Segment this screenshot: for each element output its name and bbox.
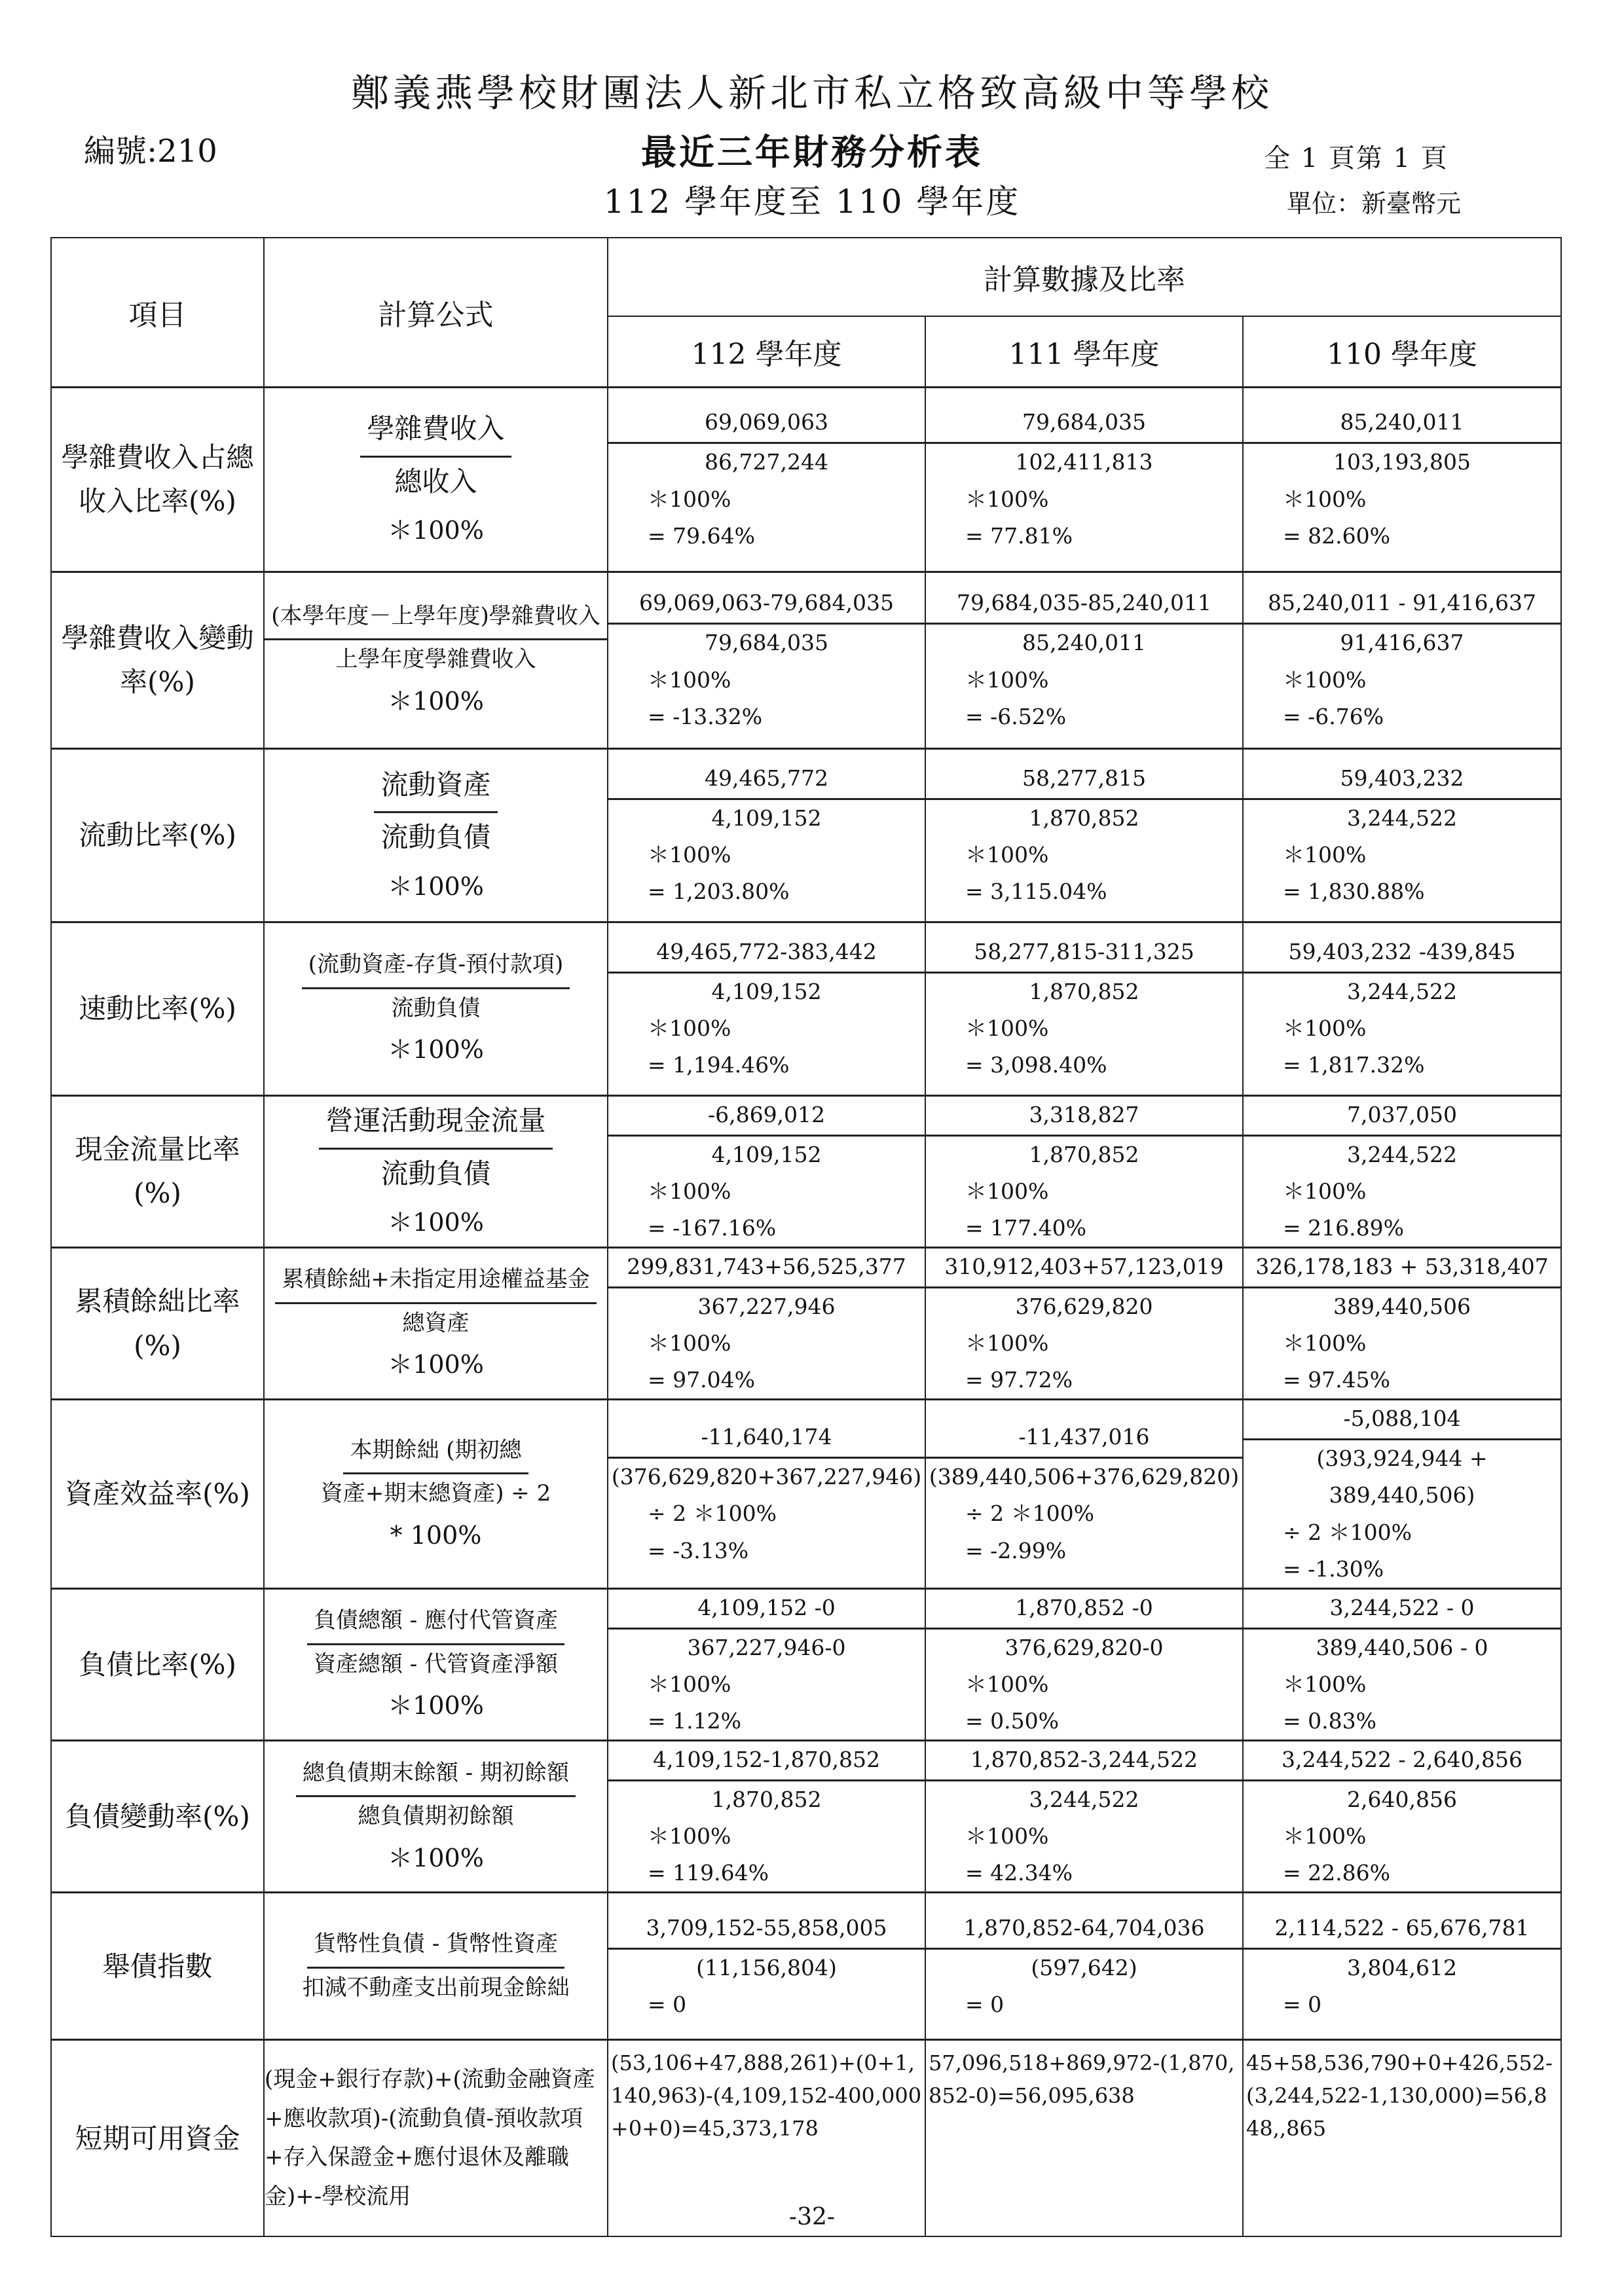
calc-denominator: 91,416,637 <box>1340 630 1464 656</box>
calc-result: = 82.60% <box>1283 522 1390 549</box>
calc-denominator: 389,440,506 <box>1333 1293 1471 1319</box>
row-item: 舉債指數 <box>51 1893 264 2040</box>
calc-denominator: 85,240,011 <box>1022 630 1146 656</box>
calc-cell <box>608 1893 925 2040</box>
calc-cell <box>1243 1588 1561 1740</box>
document-number: 編號:210 <box>84 133 217 170</box>
calc-result: = 0 <box>1283 1992 1322 2018</box>
formula-multiplier: ＊100% <box>388 1208 484 1237</box>
calc-result: = 42.34% <box>965 1860 1073 1886</box>
calc-numerator: 49,465,772-383,442 <box>608 934 925 974</box>
calc-multiplier: ＊100% <box>965 1015 1049 1041</box>
calc-multiplier: ＊100% <box>965 1671 1049 1697</box>
table-row <box>51 1247 1561 1399</box>
calc-multiplier: ＊100% <box>1283 1015 1367 1041</box>
calc-cell <box>1243 1095 1561 1247</box>
calc-cell <box>925 1588 1243 1740</box>
calc-numerator: 49,465,772 <box>608 760 925 800</box>
calc-multiplier: ＊100% <box>1283 486 1367 512</box>
calc-cell <box>608 922 925 1095</box>
formula-multiplier: ＊100% <box>388 871 484 901</box>
row-item: 學雜費收入占總收入比率(%) <box>51 387 264 572</box>
calc-numerator: 1,870,852-64,704,036 <box>926 1910 1242 1950</box>
row-formula <box>264 922 608 1095</box>
calc-numerator: -6,869,012 <box>608 1097 925 1137</box>
calc-denominator: (393,924,944 + 389,440,506) <box>1316 1446 1488 1508</box>
calc-multiplier: ÷ 2 ＊100% <box>965 1501 1094 1527</box>
calc-numerator: -11,640,174 <box>608 1419 925 1459</box>
calc-denominator: 3,244,522 <box>1347 805 1457 831</box>
calc-multiplier: ÷ 2 ＊100% <box>1283 1519 1412 1545</box>
formula-denominator: 總負債期初餘額 <box>358 1803 514 1830</box>
calc-denominator: 1,870,852 <box>711 1787 822 1813</box>
row-item: 資產效益率(%) <box>51 1400 264 1588</box>
row-item: 負債變動率(%) <box>51 1741 264 1893</box>
formula-numerator: 學雜費收入 <box>360 405 511 458</box>
table-row <box>51 1400 1561 1588</box>
calc-numerator: 69,069,063 <box>608 404 925 444</box>
calc-cell <box>925 922 1243 1095</box>
calc-cell <box>608 387 925 572</box>
calc-cell <box>1243 572 1561 748</box>
calc-numerator: 3,244,522 - 2,640,856 <box>1244 1741 1560 1781</box>
calc-cell <box>925 1095 1243 1247</box>
calc-numerator: 59,403,232 <box>1244 760 1560 800</box>
formula-multiplier: * 100% <box>390 1520 482 1550</box>
calc-result: = -167.16% <box>648 1214 777 1241</box>
table-row <box>51 1095 1561 1247</box>
calc-numerator: 3,244,522 - 0 <box>1244 1590 1560 1630</box>
row-formula <box>264 1588 608 1740</box>
calc-multiplier: ＊100% <box>648 1823 731 1850</box>
calc-result: = 1,203.80% <box>648 879 790 905</box>
calc-cell <box>1243 1247 1561 1399</box>
calc-numerator: 1,870,852-3,244,522 <box>926 1741 1242 1781</box>
calc-numerator: 58,277,815-311,325 <box>926 934 1242 974</box>
calc-numerator: 7,037,050 <box>1244 1097 1560 1137</box>
table-row <box>51 387 1561 572</box>
calc-denominator: 376,629,820-0 <box>1005 1634 1164 1660</box>
row-item: 學雜費收入變動率(%) <box>51 572 264 748</box>
header-row <box>51 238 1561 316</box>
formula-multiplier: ＊100% <box>388 516 484 545</box>
row-formula <box>264 748 608 922</box>
currency-unit: 單位：新臺幣元 <box>1287 189 1462 218</box>
calc-denominator: 103,193,805 <box>1333 449 1471 475</box>
calc-denominator: 79,684,035 <box>705 630 828 656</box>
table-row <box>51 748 1561 922</box>
calc-result: = 1,830.88% <box>1283 879 1425 905</box>
calc-numerator: 3,709,152-55,858,005 <box>608 1910 925 1950</box>
calc-cell <box>608 1400 925 1588</box>
calc-result: = -3.13% <box>648 1537 749 1563</box>
calc-denominator: 4,109,152 <box>711 805 822 831</box>
calc-multiplier: ＊100% <box>965 486 1049 512</box>
calc-denominator: (11,156,804) <box>696 1954 837 1980</box>
calc-numerator: 58,277,815 <box>926 760 1242 800</box>
calc-cell <box>1243 922 1561 1095</box>
calc-result: = 3,098.40% <box>965 1052 1107 1078</box>
calc-denominator: 3,804,612 <box>1347 1954 1457 1980</box>
row-item: 短期可用資金 <box>51 2040 264 2236</box>
calc-result: = 0.83% <box>1283 1708 1376 1734</box>
calc-multiplier: ＊100% <box>1283 1178 1367 1204</box>
calc-result: = 1.12% <box>648 1708 741 1734</box>
formula-numerator: 營運活動現金流量 <box>319 1097 552 1150</box>
calc-denominator: (389,440,506+376,629,820) <box>929 1464 1240 1490</box>
formula-numerator: 負債總額 - 應付代管資產 <box>307 1601 564 1645</box>
calc-cell <box>608 1095 925 1247</box>
calc-numerator: 3,318,827 <box>926 1097 1242 1137</box>
calc-result: = 216.89% <box>1283 1214 1404 1241</box>
formula-numerator: (本學年度－上學年度)學雜費收入 <box>265 597 607 641</box>
calc-result: = 77.81% <box>965 522 1073 549</box>
calc-multiplier: ＊100% <box>1283 1330 1367 1357</box>
page-number: -32- <box>788 2204 836 2231</box>
calc-denominator: 376,629,820 <box>1015 1293 1153 1319</box>
calc-denominator: (376,629,820+367,227,946) <box>611 1464 922 1490</box>
row-formula <box>264 1247 608 1399</box>
formula-numerator: (流動資產-存貨-預付款項) <box>302 945 570 989</box>
calc-multiplier: ＊100% <box>648 1015 731 1041</box>
calc-result: = 3,115.04% <box>965 879 1107 905</box>
calc-result: = -6.52% <box>965 703 1067 729</box>
calc-numerator: -5,088,104 <box>1244 1400 1560 1440</box>
calc-numerator: 59,403,232 -439,845 <box>1244 934 1560 974</box>
calc-expression: 57,096,518+869,972-(1,870,852-0)=56,095,638 <box>929 2050 1235 2109</box>
formula-numerator: 累積餘絀+未指定用途權益基金 <box>275 1260 597 1304</box>
formula-denominator: 流動負債 <box>391 994 481 1021</box>
row-item: 現金流量比率(%) <box>51 1095 264 1247</box>
calc-cell <box>1243 1741 1561 1893</box>
year-range: 112 學年度至 110 學年度 <box>603 183 1021 221</box>
page-info: 全 1 頁第 1 頁 <box>1264 143 1449 173</box>
formula-numerator: 流動資產 <box>374 761 497 814</box>
formula-denominator: 扣減不動產支出前現金餘絀 <box>302 1974 570 2001</box>
calc-denominator: 367,227,946 <box>697 1293 836 1319</box>
calc-denominator: 389,440,506 - 0 <box>1316 1634 1488 1660</box>
calc-numerator: 4,109,152 -0 <box>608 1590 925 1630</box>
row-formula <box>264 1893 608 2040</box>
calc-result: = 0 <box>648 1992 687 2018</box>
calc-numerator: -11,437,016 <box>926 1419 1242 1459</box>
formula-numerator: 本期餘絀 (期初總 <box>343 1431 528 1475</box>
calc-multiplier: ＊100% <box>1283 842 1367 867</box>
table-row <box>51 1588 1561 1740</box>
calc-result: = 1,817.32% <box>1283 1052 1425 1078</box>
calc-numerator: 79,684,035 <box>926 404 1242 444</box>
calc-numerator: 1,870,852 -0 <box>926 1590 1242 1630</box>
formula-multiplier: ＊100% <box>388 1691 484 1721</box>
formula-denominator: 總收入 <box>394 465 477 498</box>
formula-denominator: 資產總額 - 代管資產淨額 <box>313 1650 559 1677</box>
formula-denominator: 總資產 <box>402 1309 470 1336</box>
calc-multiplier: ＊100% <box>1283 1671 1367 1697</box>
calc-cell <box>608 572 925 748</box>
row-item: 負債比率(%) <box>51 1588 264 1740</box>
calc-cell <box>608 1247 925 1399</box>
calc-denominator: 4,109,152 <box>711 1141 822 1167</box>
calc-cell <box>925 748 1243 922</box>
calc-denominator: 86,727,244 <box>705 449 828 475</box>
calc-expression: 45+58,536,790+0+426,552-(3,244,522-1,130,000)=56,848,,865 <box>1246 2050 1553 2141</box>
table-row <box>51 922 1561 1095</box>
calc-denominator: 1,870,852 <box>1029 1141 1139 1167</box>
calc-cell <box>925 1893 1243 2040</box>
formula-multiplier: ＊100% <box>388 686 484 716</box>
calc-multiplier: ＊100% <box>648 1178 731 1204</box>
header-data: 計算數據及比率 <box>608 238 1561 316</box>
calc-result: = 0 <box>965 1992 1005 2018</box>
formula-denominator: 上學年度學雜費收入 <box>335 646 536 673</box>
calc-cell <box>608 748 925 922</box>
calc-denominator: 2,640,856 <box>1347 1787 1457 1813</box>
calc-multiplier: ＊100% <box>648 486 731 512</box>
calc-multiplier: ＊100% <box>965 842 1049 867</box>
row-formula <box>264 387 608 572</box>
table-row <box>51 1893 1561 2040</box>
calc-cell <box>925 1400 1243 1588</box>
calc-denominator: (597,642) <box>1031 1954 1137 1980</box>
calc-numerator: 310,912,403+57,123,019 <box>926 1248 1242 1288</box>
calc-result: = 97.45% <box>1283 1367 1390 1393</box>
calc-multiplier: ＊100% <box>965 1178 1049 1204</box>
calc-multiplier: ÷ 2 ＊100% <box>648 1501 777 1527</box>
calc-result: = -6.76% <box>1283 703 1384 729</box>
calc-denominator: 4,109,152 <box>711 978 822 1004</box>
calc-numerator: 79,684,035-85,240,011 <box>926 585 1242 625</box>
calc-cell <box>1243 1400 1561 1588</box>
calc-denominator: 3,244,522 <box>1029 1787 1139 1813</box>
calc-numerator: 85,240,011 - 91,416,637 <box>1244 585 1560 625</box>
row-item: 累積餘絀比率(%) <box>51 1247 264 1399</box>
calc-multiplier: ＊100% <box>648 666 731 693</box>
formula-numerator: 貨幣性負債 - 貨幣性資產 <box>307 1925 564 1969</box>
calc-numerator: 2,114,522 - 65,676,781 <box>1244 1910 1560 1950</box>
calc-multiplier: ＊100% <box>965 1823 1049 1850</box>
calc-result: = -2.99% <box>965 1537 1067 1563</box>
calc-numerator: 326,178,183 + 53,318,407 <box>1244 1248 1560 1288</box>
calc-result: = 97.72% <box>965 1367 1073 1393</box>
calc-multiplier: ＊100% <box>965 1330 1049 1357</box>
calc-multiplier: ＊100% <box>965 666 1049 693</box>
calc-result: = 79.64% <box>648 522 755 549</box>
calc-multiplier: ＊100% <box>648 1671 731 1697</box>
calc-multiplier: ＊100% <box>648 1330 731 1357</box>
row-item: 速動比率(%) <box>51 922 264 1095</box>
calc-cell <box>1243 1893 1561 2040</box>
calc-result: = 0.50% <box>965 1708 1059 1734</box>
calc-result: = -1.30% <box>1283 1556 1384 1582</box>
header-year-110: 110 學年度 <box>1243 316 1561 387</box>
calc-denominator: 102,411,813 <box>1015 449 1153 475</box>
formula-multiplier: ＊100% <box>388 1035 484 1065</box>
table-row <box>51 1741 1561 1893</box>
calc-denominator: 1,870,852 <box>1029 978 1139 1004</box>
formula-multiplier: ＊100% <box>388 1843 484 1872</box>
formula-denominator: 流動負債 <box>380 1157 491 1190</box>
calc-result: = 22.86% <box>1283 1860 1390 1886</box>
row-item: 流動比率(%) <box>51 748 264 922</box>
calc-expression: (53,106+47,888,261)+(0+1,140,963)-(4,109,152-400,000+0+0)=45,373,178 <box>611 2050 922 2141</box>
row-formula <box>264 1400 608 1588</box>
table-row <box>51 572 1561 748</box>
calc-multiplier: ＊100% <box>1283 666 1367 693</box>
calc-cell <box>925 572 1243 748</box>
calc-result: = 119.64% <box>648 1860 769 1886</box>
calc-multiplier: ＊100% <box>648 842 731 867</box>
calc-cell <box>925 1741 1243 1893</box>
calc-numerator: 299,831,743+56,525,377 <box>608 1248 925 1288</box>
row-formula: (現金+銀行存款)+(流動金融資產+應收款項)-(流動負債-預收款項+存入保證金+應付退休及離職金)+-學校流用 <box>264 2040 608 2236</box>
calc-multiplier: ＊100% <box>1283 1823 1367 1850</box>
calc-cell <box>608 1741 925 1893</box>
calc-result: = 97.04% <box>648 1367 755 1393</box>
header-year-112: 112 學年度 <box>608 316 925 387</box>
financial-analysis-table <box>50 237 1562 2237</box>
calc-result: = -13.32% <box>648 703 763 729</box>
calc-cell <box>925 387 1243 572</box>
report-title: 最近三年財務分析表 <box>641 131 983 173</box>
calc-result: = 177.40% <box>965 1214 1086 1241</box>
calc-result: = 1,194.46% <box>648 1052 790 1078</box>
calc-cell <box>608 1588 925 1740</box>
header-formula: 計算公式 <box>264 238 608 387</box>
header-item: 項目 <box>51 238 264 387</box>
calc-numerator: 69,069,063-79,684,035 <box>608 585 925 625</box>
formula-denominator: 資產+期末總資產) ÷ 2 <box>320 1480 551 1507</box>
row-formula <box>264 1741 608 1893</box>
calc-denominator: 367,227,946-0 <box>687 1634 846 1660</box>
header-year-111: 111 學年度 <box>925 316 1243 387</box>
formula-numerator: 總負債期末餘額 - 期初餘額 <box>296 1754 576 1798</box>
calc-denominator: 3,244,522 <box>1347 1141 1457 1167</box>
calc-numerator: 4,109,152-1,870,852 <box>608 1741 925 1781</box>
formula-denominator: 流動負債 <box>380 821 491 854</box>
calc-denominator: 1,870,852 <box>1029 805 1139 831</box>
calc-cell <box>925 1247 1243 1399</box>
calc-cell <box>1243 748 1561 922</box>
calc-denominator: 3,244,522 <box>1347 978 1457 1004</box>
calc-numerator: 85,240,011 <box>1244 404 1560 444</box>
row-formula <box>264 572 608 748</box>
formula-multiplier: ＊100% <box>388 1350 484 1379</box>
organization-title: 鄭義燕學校財團法人新北市私立格致高級中等學校 <box>350 71 1273 115</box>
calc-cell <box>1243 387 1561 572</box>
row-formula <box>264 1095 608 1247</box>
